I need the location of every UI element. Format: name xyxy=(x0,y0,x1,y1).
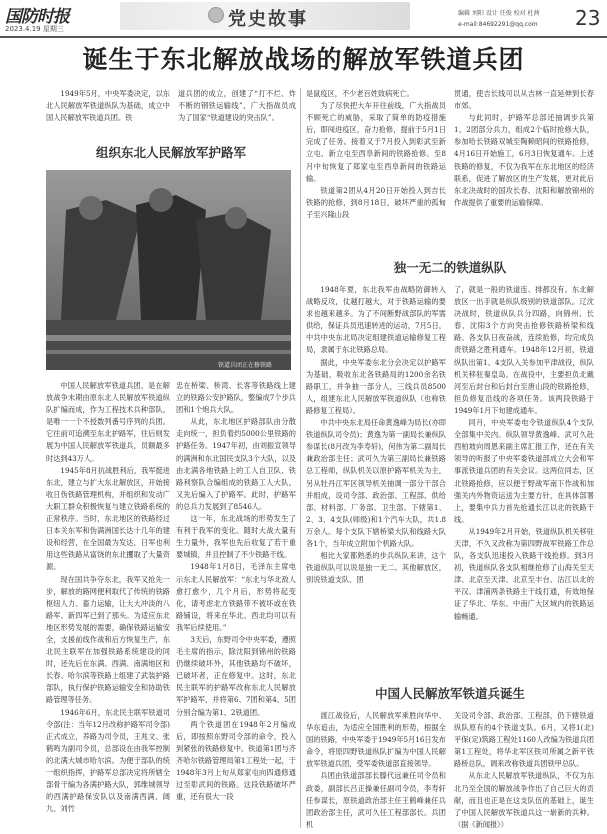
headline: 诞生于东北解放战场的解放军铁道兵团 xyxy=(82,45,525,74)
contact-email: e-mail:84692291@qq.com xyxy=(458,21,538,28)
newspaper-logo: 国防时报 xyxy=(5,7,69,27)
paragraph: 道兵团的成立，创建了“打不烂、炸不断的钢铁运输线”，广大指战员成为了国家“铁道建设的突击队”。 xyxy=(178,89,296,123)
article-column-7 xyxy=(306,710,446,831)
article-column-3 xyxy=(306,88,446,221)
paragraph: 与此同时，护路军总部还抽调步兵第1、2团部分兵力，组成2个临时抢修大队，参加哈长铁路双城至陶赖昭间的铁路抢修，4月16日开始施工，6月3日恢复通车。上述铁路的修复，不仅为我军在东北地区的经济联系，促进了解放区的生产发展，更对此后东北决战时的国攻长春、沈阳和解放锦州的作战提供了重要的运输保障。 xyxy=(454,113,594,207)
paragraph: 两个铁道团在1948年2月编成后，即按照东野司令部的命令，投入到紧张的铁路修复中。铁道第1团与齐齐哈尔铁路管理局第1工程处一起，于1948年3月上旬从郑家屯向四通修通过至彰武间的铁路。这段铁路破坏严重，还有很大一段 xyxy=(176,719,296,802)
paragraph: 从东北人民解放军铁道纵队，不仅为东北乃至全国的解放战争作出了自己巨大的贡献，而且也正是在这支队伍的基础上，诞生了中国人民解放军铁道兵这一崭新的兵种。（据《新闻报》） xyxy=(454,771,594,829)
column-divider xyxy=(300,88,301,828)
paragraph: 忠在桥梁、桥湾、长客等铁路线上建立的铁路公安护路队，整编成7个步兵团和1个炮兵大队。 xyxy=(176,381,296,415)
issue-date: 2023.4.19 星期三 xyxy=(5,25,64,33)
paragraph: 是鼠疫区，不少老百姓致病死亡。 xyxy=(306,89,414,98)
subhead-railway-corps-birth: 中国人民解放军铁道兵诞生 xyxy=(374,686,525,701)
paragraph: 相比大家都熟悉的步兵纵队来讲，这个铁道纵队可以说是独一无二。其他解放区，别说铁道支队、团 xyxy=(306,551,446,585)
paragraph: 关设司令部、政治部、工程部，仍下辖铁道纵队原有的4个铁道支队。6月，又将1(北)平保(定)筑路工程处1160人改编为铁道兵团第1工程处，将华北军区铁司所属之新平铁路桥总队，调来改称铁道兵团铁甲总队。 xyxy=(454,711,594,769)
header-divider xyxy=(0,36,607,38)
photo-illustration xyxy=(46,170,291,370)
article-column-6 xyxy=(454,284,594,623)
paragraph: 了，就是一般的铁道连、排都没有。东北解放区一出手就是纵队级别的铁道部队。辽沈决战时，铁道纵队兵分四路，向锦州、长春、沈阳3个方向突击抢修铁路桥梁和线路。各支队日夜奋战，连续抢修，均完成负责铁路之胜利通车。1948年12月初，铁道纵队出第1、4支队入关参加平津战役，纵队机关移驻秦皇岛。在战役中，主要担负北戴河至后封台和后封台至唐山段的铁路抢修，担负修复沿线的各项任务。该两段铁路于1949年1月下旬建成通车。 xyxy=(454,285,594,415)
paragraph: 1948年夏，东北我军由战略防御转入战略反攻，仗越打越大，对于铁路运输的要求也越来越多。为了不间断野战部队的军需供给，保证兵员迅速转进的运动，7月5日，中共中央东北局决定组建铁道运输修复工程局，隶属于东北铁路总局。 xyxy=(306,285,446,355)
page-number: 23 xyxy=(575,6,601,30)
article-column-1 xyxy=(46,380,170,815)
paragraph: 兵团由铁道部部长滕代远兼任司令员和政委，副部长吕正操兼任副司令员，李寿轩任参谋长，原铁道政治部主任王鹤峰兼任兵团政治部主任，武可久任工程部部长。兵团机 xyxy=(306,771,446,829)
paragraph: 同月，中央军委电令铁道纵队4个支队全部集中关内。纵队领导黄逸峰、武可久赴西柏坡向周恩来副主席汇报工作，还在有关领导的听报了中央军委铁道部成立大会和军事派铁道兵团的有关会议。这两位同志，区北铁路抢修，应以便于野战军南下作战和加强关内外物资运送为主要方针，在具体部署上，要集中兵力首先抢通长江以北的铁路干线。 xyxy=(454,418,594,524)
intro-text-left xyxy=(46,88,170,124)
paragraph: 为了尽快把大车开往前线，广大指战员不顾死亡的威胁，采取了简单的防疫措施后，即闯进疫区，奋力抢修，提前于5月1日完成了任务。接着又于7月投入到彰武至新立屯、新立屯至西阜新间的铁路抢修。至8月中旬恢复了郑家屯至西阜新间的铁路运输。 xyxy=(306,101,446,183)
paragraph: 据此，中央军委东北分会决定以护路军为基础，吸收东北各铁路局的1200余名铁路职工，并争抽一部分人，三线兵员8500人，组建东北人民解放军铁道纵队（也称铁路修复工程局）。 xyxy=(306,357,446,415)
paragraph: 中共中央东北局任命黄逸峰为局长(亦即铁道纵队司令员)；黄逸为第一副局长兼纵队参谋长(8月改为李寿轩)，何伟为第二副局长兼政治部主任；武可久为第三副局长兼铁路总工程师，纵队机关以原护路军机关为主，另从牡丹江军区领导机关抽调一部分干部合并组成，设司令部、政治部、工程部、供给部、材料部、厂务部、卫生部。下辖第1、2、3、4支队(师级)和1个汽车大队，共1.8万余人。每个支队下辖桥梁大队和线路大队各1个，当年成立附加个机路大队。 xyxy=(306,418,446,548)
paragraph: 中国人民解放军铁道兵团，是在解放战争末期由原东北人民解放军铁道纵队扩编而成，作为工程技术兵种部队，是唯一一个不授数列番号序列的兵团。它往前可追溯至东北护路军，往后则发展为中国人民解放军铁道兵，员额最多时达到43万人。 xyxy=(46,381,170,463)
paragraph: 从1949年2月开始，铁道纵队机关移驻天津，不久又改称为第四野战军铁路工作总队，各支队迅速投入铁路干线抢修。到3月初，铁道纵队各支队相继抢修了山海关至天津、北京至天津、北京至丰台、沽江以北的平汉、津浦两条铁路主干线打通，有效地保证了华北、华东、中南广大区域内的铁路运输畅通。 xyxy=(454,526,594,621)
paragraph: 铁道第2团从4月20日开始投入到吉长铁路的抢修，到8月18日，破坏严重的孤甸子至兴隆山段 xyxy=(306,185,446,219)
paragraph: 从此，东北地区护路部队由分散走向统一，担负着约5000公里铁路的护路任务。1947年初，由刘振宣领导的满洲和东北国民支队3个大队，以及由北满各地铁路上的工人自卫队、铁路利察队合编组成的铁路工人大队，又先后编入了护路军。此时，护路军的总兵力发展到了8546人。 xyxy=(176,417,296,511)
paragraph: 1946年6月，东北民主联军铁道司令部(注：当年12月改称护路军司令部)正式成立，养路为司令员，王兆文、张鹤鸣为副司令员，总部设在由我军控制的北满大城市哈尔滨。为便于部队的统一组织指挥，护路军总部决定将所辖全部骨干编为各满护路大队，郭维城领导的西满护路保安队以及南满西满、阔九、刘竹 xyxy=(46,707,170,814)
article-column-8 xyxy=(454,710,594,831)
section-title: 党史故事 xyxy=(228,9,308,30)
paragraph: 现在国共争夺东北，我军又抢先一步，解放的路网便利取代了传统的铁路枢纽人力、畜力运输，让大大冲淡的八路军、新四军已到了那头。为适应东北地区形势发展的需要，确保铁路运输安全，支援前线作战和后方恢复生产，东北民主联军在加强铁路系统建设的同时，还先后在东满、西满、南满地区和长春、哈尔滨等铁路上组建了武装护路部队，执行保护铁路运输安全和协助铁路管理等任务。 xyxy=(46,574,170,705)
paragraph: 1948年1月8日，毛泽东主席电示东北人民解放军：“东北与华北敌人愈打愈少，几个月后，形势将起变化，请考虑北方铁路带不被坏或在铁路铺设，将来在华北、西北均可以有我军后续使用。” xyxy=(176,562,296,632)
article-column-2 xyxy=(176,380,296,803)
subhead-protection-army: 组织东北人民解放军护路军 xyxy=(95,145,246,160)
historical-photo xyxy=(46,170,291,370)
paragraph: 渡江战役后，人民解放军乘胜向华中、华东追击，为适应全国胜利的形势，根据全国的铁路，中央军委于1949年5月16日发布命令，将原四野铁道纵队扩编为中国人民解放军铁道兵团，受军委铁道部直接领导。 xyxy=(306,711,446,769)
article-column-4 xyxy=(454,88,594,209)
paragraph: 1945年8月抗战胜利后，我军挺进东北，建立与扩大东北解放区，开始接收日伪铁路管理机构，并组织和发动广大职工群众积极恢复与建立铁路系统的正常秩序。当时，东北地区的铁路经过日本关东军和伪满洲国长达十几年的建设和经营，在全国最为发达，日军也利用这些铁路从富饶的东北攫取了大量资源。 xyxy=(46,465,170,572)
article-column-5 xyxy=(306,284,446,586)
paragraph: 3天后，东野司令中央军委，遵照毛主席的指示，除沈阳到锦州的铁路仍继续破坏外，其他铁路均不破坏，已破坏者，正在修复中。这时，东北民主联军的护路军改称东北人民解放军护路军，并将第6、7团和第4、5团分别合编为第1、2铁道团。 xyxy=(176,634,296,717)
paragraph: 1949年5月，中央军委决定，以东北人民解放军铁道纵队为基础，成立中国人民解放军铁道兵团。铁 xyxy=(46,89,170,123)
photo-caption: 铁道兵团正在修铁路 xyxy=(218,362,273,369)
editor-credits: 编辑 刘阳 设计 任俊 校对 杜茜 xyxy=(458,10,540,17)
subhead-railway-column: 独一无二的铁道纵队 xyxy=(393,260,507,275)
intro-text-right xyxy=(178,88,296,124)
emblem-icon xyxy=(208,7,224,23)
paragraph: 这一年，东北战场的形势发生了有利于我军的变化。随时大战大量有生力量外，我军也先后收复了若干重要城镇，并且控制了不少铁路干线。 xyxy=(176,514,296,560)
paragraph: 贯通，使吉长线可以从吉林一直延伸到长春市郊。 xyxy=(454,89,594,111)
